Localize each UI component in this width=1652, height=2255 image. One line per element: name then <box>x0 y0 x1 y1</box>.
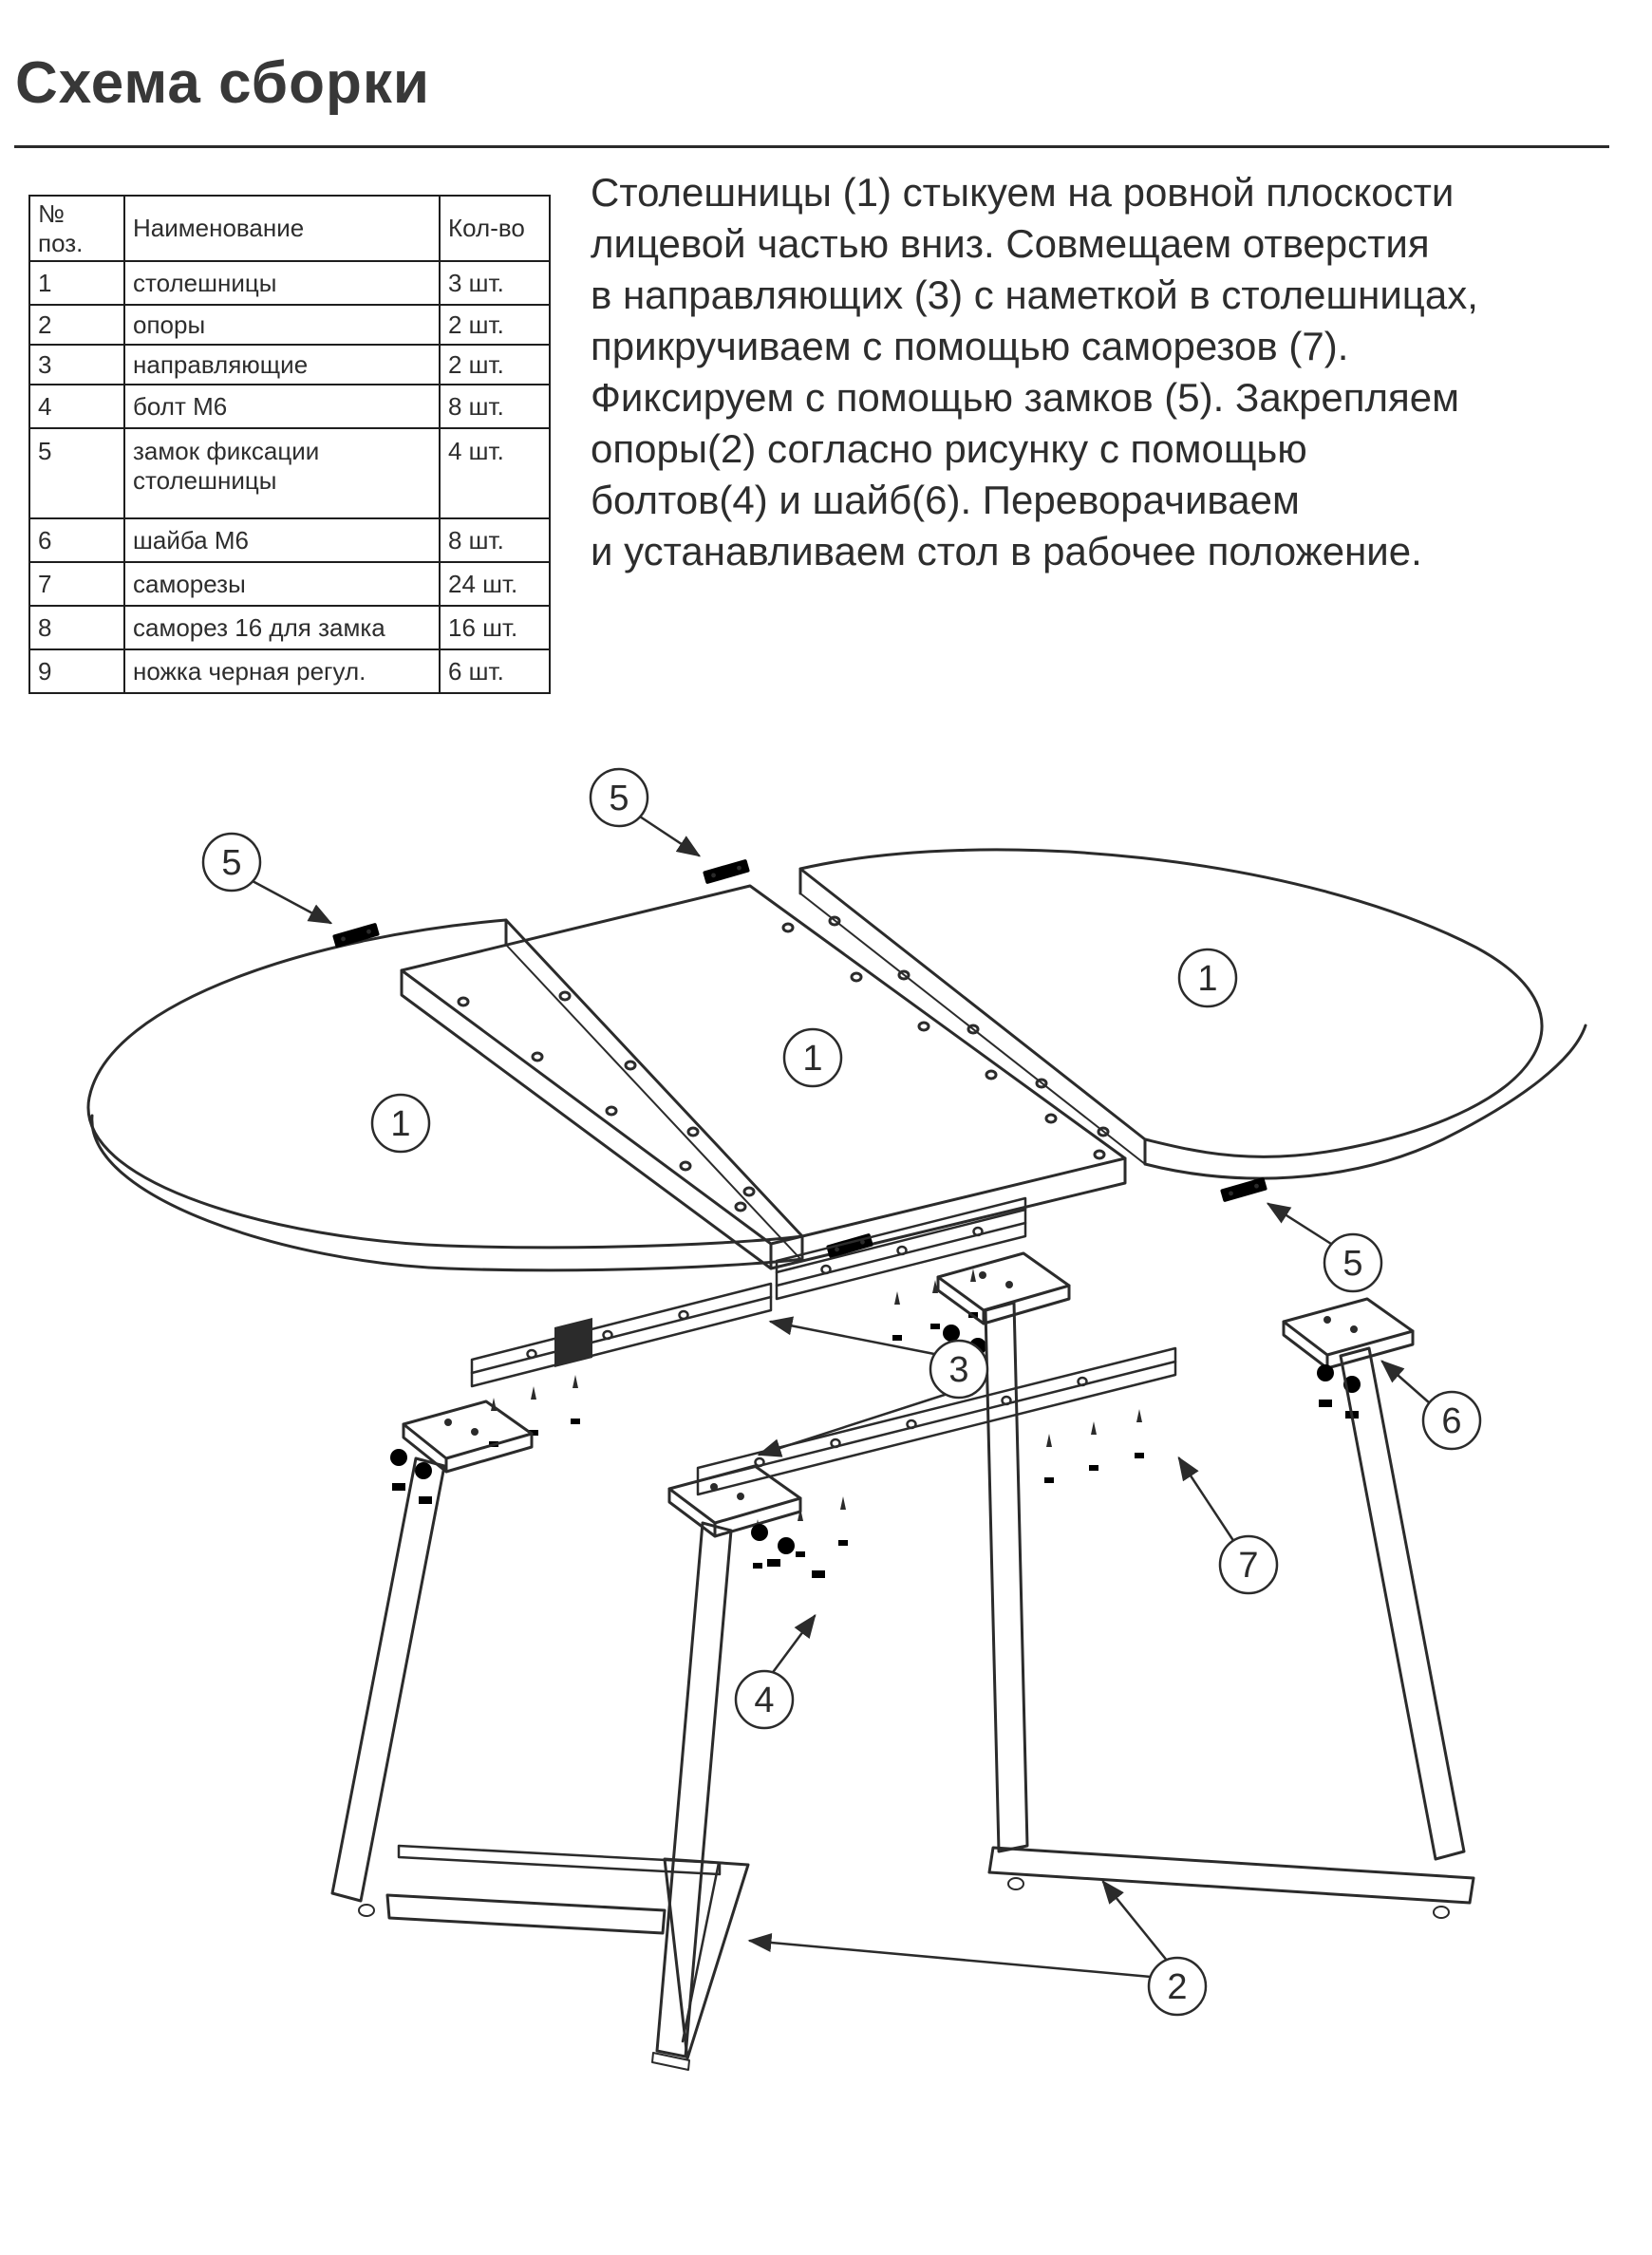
screw <box>1135 1409 1144 1458</box>
svg-text:2: 2 <box>1167 1967 1188 2007</box>
screw <box>529 1386 538 1436</box>
part-name: саморез 16 для замка <box>124 606 440 649</box>
instruction-line: прикручиваем с помощью саморезов (7). <box>591 324 1349 368</box>
part-qty: 2 шт. <box>440 305 550 345</box>
instruction-line: Фиксируем с помощью замков (5). Закрепляем <box>591 375 1460 420</box>
bolt <box>812 1570 825 1629</box>
part-qty: 8 шт. <box>440 385 550 428</box>
screw <box>796 1508 805 1557</box>
lock-plate <box>332 923 380 949</box>
screw <box>1089 1421 1098 1471</box>
bolt <box>392 1483 405 1542</box>
instruction-line: Столешницы (1) стыкуем на ровной плоскости <box>591 170 1455 215</box>
callout-2 <box>1149 1958 1206 2015</box>
callout-5 <box>203 834 260 891</box>
callout-1 <box>784 1029 841 1086</box>
part-qty: 4 шт. <box>440 428 550 518</box>
part-name: замок фиксации столешницы <box>124 428 440 518</box>
instruction-line: в направляющих (3) с наметкой в столешницах, <box>591 272 1478 317</box>
part-pos: 7 <box>29 562 124 606</box>
callout-5 <box>591 769 648 826</box>
screw <box>1044 1434 1054 1483</box>
instruction-line: опоры(2) согласно рисунку с помощью <box>591 426 1307 471</box>
screw <box>968 1268 978 1318</box>
callout-5 <box>1324 1234 1381 1291</box>
screw <box>838 1496 848 1546</box>
washer <box>778 1537 795 1554</box>
washer <box>390 1449 407 1466</box>
instruction-line: лицевой частью вниз. Совмещаем отверстия <box>591 221 1430 266</box>
washer <box>415 1462 432 1479</box>
instruction-line: болтов(4) и шайб(6). Переворачиваем <box>591 478 1300 522</box>
washer <box>943 1325 960 1342</box>
callout-6 <box>1423 1392 1480 1449</box>
part-qty: 3 шт. <box>440 261 550 305</box>
header-name: Наименование <box>124 196 440 261</box>
svg-text:5: 5 <box>1342 1244 1363 1284</box>
svg-text:7: 7 <box>1238 1546 1259 1586</box>
part-pos: 1 <box>29 261 124 305</box>
part-pos: 6 <box>29 518 124 562</box>
part-qty: 24 шт. <box>440 562 550 606</box>
screws <box>489 1268 1144 1569</box>
callout-4 <box>736 1671 793 1728</box>
page-title: Схема сборки <box>15 50 430 116</box>
svg-text:4: 4 <box>754 1681 775 1720</box>
part-pos: 8 <box>29 606 124 649</box>
part-name: саморезы <box>124 562 440 606</box>
callout-3 <box>930 1341 987 1398</box>
svg-text:6: 6 <box>1441 1401 1462 1441</box>
callout-1 <box>1179 949 1236 1006</box>
svg-text:1: 1 <box>1197 959 1218 999</box>
part-qty: 8 шт. <box>440 518 550 562</box>
tabletop-left-half <box>88 920 802 1270</box>
washer <box>751 1524 768 1541</box>
part-name: болт М6 <box>124 385 440 428</box>
instruction-line: и устанавливаем стол в рабочее положение. <box>591 529 1422 573</box>
support-left <box>332 1401 720 1933</box>
header-qty: Кол-во <box>440 196 550 261</box>
part-name: ножка черная регул. <box>124 649 440 693</box>
part-qty: 6 шт. <box>440 649 550 693</box>
part-qty: 2 шт. <box>440 345 550 385</box>
lock-plate <box>1220 1177 1267 1203</box>
washer <box>1317 1364 1334 1381</box>
svg-text:5: 5 <box>221 843 242 883</box>
header-pos: № поз. <box>29 196 124 261</box>
part-name: шайба М6 <box>124 518 440 562</box>
callout-1 <box>372 1095 429 1152</box>
bolt <box>1319 1400 1332 1458</box>
svg-text:3: 3 <box>948 1350 969 1390</box>
part-pos: 9 <box>29 649 124 693</box>
part-pos: 4 <box>29 385 124 428</box>
screw <box>571 1375 580 1424</box>
part-pos: 5 <box>29 428 124 518</box>
callouts-layer <box>203 769 1480 2015</box>
part-qty: 16 шт. <box>440 606 550 649</box>
svg-text:1: 1 <box>802 1039 823 1079</box>
part-name: столешницы <box>124 261 440 305</box>
part-pos: 3 <box>29 345 124 385</box>
callout-7 <box>1220 1536 1277 1593</box>
part-pos: 2 <box>29 305 124 345</box>
tabletop-right-half <box>800 850 1586 1178</box>
bolt <box>767 1559 780 1618</box>
svg-text:1: 1 <box>390 1104 411 1144</box>
part-name: направляющие <box>124 345 440 385</box>
lock-plate <box>703 859 750 885</box>
screw <box>892 1291 902 1341</box>
support-right <box>938 1253 1474 1918</box>
part-name: опоры <box>124 305 440 345</box>
svg-text:5: 5 <box>609 779 629 818</box>
